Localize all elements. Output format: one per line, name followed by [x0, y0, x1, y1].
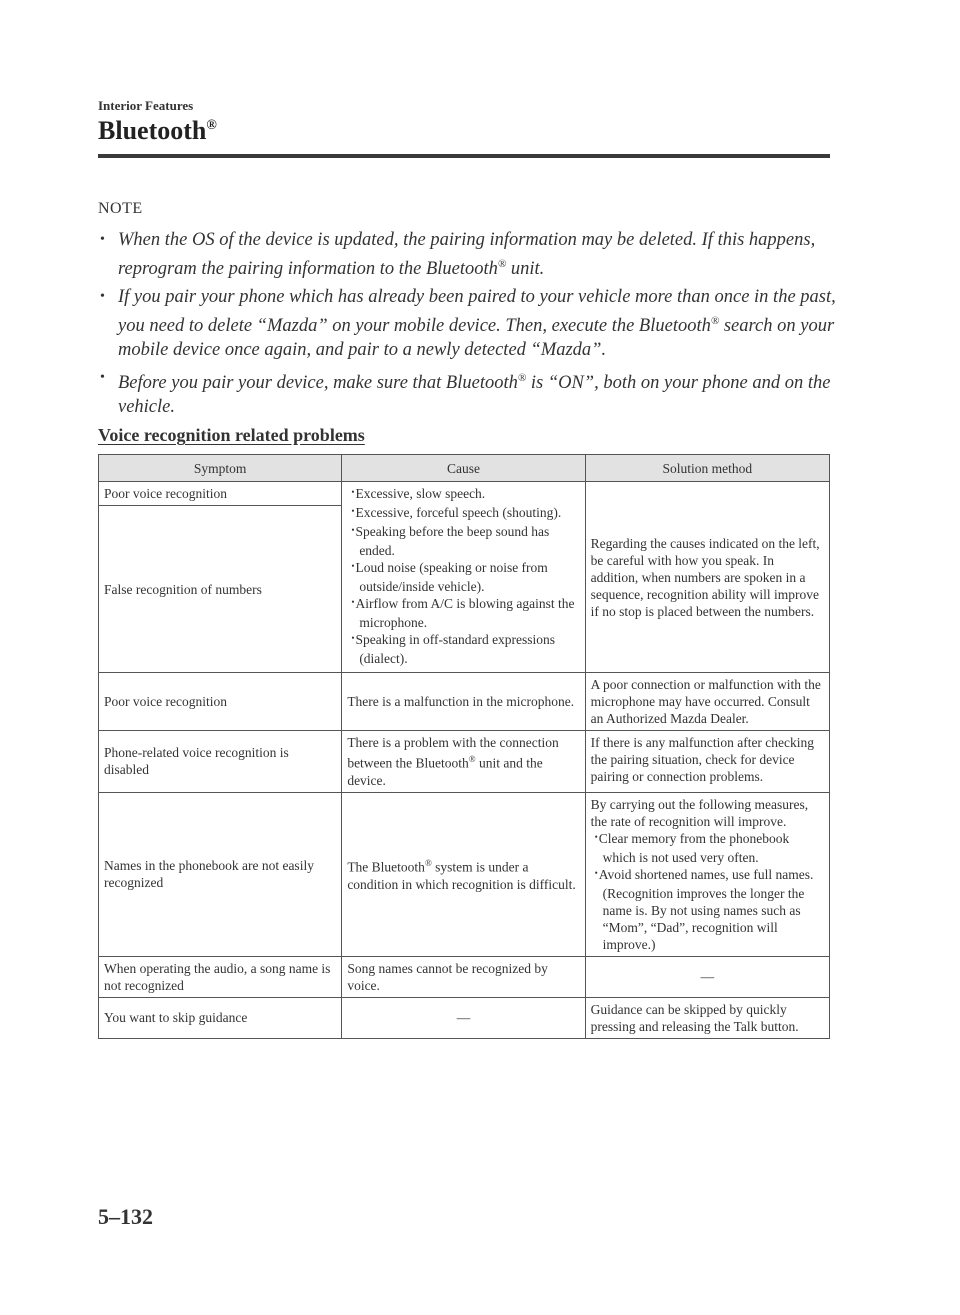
- list-item: •Speaking before the beep sound has ended.: [351, 524, 550, 558]
- list-item: •Clear memory from the phonebook which is not used very often.: [594, 830, 790, 865]
- bullet-icon: •: [351, 633, 355, 643]
- column-header-cause: Cause: [342, 455, 585, 482]
- bullet-icon: •: [594, 867, 598, 878]
- solution-intro: By carrying out the following measures, the rate of recognition will improve.: [590, 796, 809, 829]
- bullet-icon: •: [351, 561, 355, 571]
- note-item: • If you pair your phone which has already been paired to your vehicle more than once in the past, you need to delete “Mazda” on your mobile device. Then, execute the Bluetooth® search on your mobile device once again, and pair to a newly detected “Mazda”.: [100, 287, 836, 361]
- table-row: [99, 673, 830, 731]
- cause-cell: Song names cannot be recognized by voice.: [342, 956, 585, 997]
- table-row: [99, 956, 830, 997]
- symptom-cell: False recognition of numbers: [99, 506, 342, 673]
- symptom-cell: Poor voice recognition: [99, 673, 342, 731]
- table-header-row: [99, 455, 830, 482]
- list-item: •Speaking in off-standard expressions (dialect).: [351, 632, 556, 666]
- cause-cell: The Bluetooth® system is under a condition in which recognition is difficult.: [342, 792, 585, 956]
- bullet-icon: •: [351, 597, 355, 607]
- column-header-symptom: Symptom: [99, 455, 342, 482]
- column-header-solution: Solution method: [585, 455, 829, 482]
- solution-cell: —: [585, 956, 829, 997]
- cause-cell: There is a malfunction in the microphone.: [342, 673, 585, 731]
- table-row: [99, 997, 830, 1038]
- symptom-cell: You want to skip guidance: [99, 997, 342, 1038]
- symptom-cell: Names in the phonebook are not easily recognized: [99, 792, 342, 956]
- page-number: 5–132: [98, 1204, 153, 1229]
- cause-cell: There is a problem with the connection between the Bluetooth® unit and the device.: [342, 731, 585, 793]
- note-heading: NOTE: [98, 200, 143, 217]
- note-item: • When the OS of the device is updated, the pairing information may be deleted. If this happens, reprogram the pairing information to the Bluetooth® unit.: [100, 230, 816, 280]
- list-item: •Airflow from A/C is blowing against the microphone.: [351, 596, 575, 630]
- solution-cell: A poor connection or malfunction with the microphone may have occurred. Consult an Authorized Mazda Dealer.: [585, 673, 829, 731]
- list-item: •Loud noise (speaking or noise from outside/inside vehicle).: [351, 560, 548, 594]
- header-rule: [98, 154, 830, 158]
- page-title: [98, 116, 830, 146]
- table-row: [99, 482, 830, 506]
- bullet-icon: •: [351, 525, 355, 535]
- note-list: [98, 228, 838, 419]
- table-row: [99, 792, 830, 956]
- bullet-icon: •: [351, 487, 355, 497]
- symptom-cell: Poor voice recognition: [99, 482, 342, 506]
- troubleshooting-table: [98, 454, 830, 1039]
- cause-cell: [342, 482, 585, 673]
- note-item: • Before you pair your device, make sure that Bluetooth® is “ON”, both on your phone and on the vehicle.: [98, 366, 838, 419]
- section-label: Interior Features: [98, 98, 194, 113]
- table-row: [99, 731, 830, 793]
- solution-cell: Regarding the causes indicated on the left, be careful with how you speak. In addition, when numbers are spoken in a sequence, recognition ability will improve if no stop is placed between the numbers.: [585, 482, 829, 673]
- table-heading: Voice recognition related problems: [98, 425, 365, 445]
- list-item: •Avoid shortened names, use full names. (Recognition improves the longer the name is. By not using names such as “Mom”, “Dad”, recognition will improve.): [594, 866, 814, 952]
- solution-cell: [585, 792, 829, 956]
- symptom-cell: Phone-related voice recognition is disabled: [99, 731, 342, 793]
- page-title-text: Bluetooth: [98, 116, 207, 145]
- bullet-icon: •: [100, 289, 105, 305]
- symptom-cell: When operating the audio, a song name is not recognized: [99, 956, 342, 997]
- cause-cell: —: [342, 997, 585, 1038]
- bullet-icon: •: [100, 232, 105, 247]
- bullet-icon: •: [100, 370, 105, 386]
- page-header: [98, 98, 830, 146]
- cause-list: [347, 485, 579, 667]
- solution-list: [591, 830, 824, 953]
- registered-mark: ®: [206, 118, 217, 133]
- bullet-icon: •: [594, 831, 598, 842]
- list-item: •Excessive, forceful speech (shouting).: [351, 505, 562, 520]
- solution-cell: Guidance can be skipped by quickly pressing and releasing the Talk button.: [585, 997, 829, 1038]
- list-item: •Excessive, slow speech.: [351, 486, 486, 501]
- solution-cell: If there is any malfunction after checking the pairing situation, check for device pairing or connection problems.: [585, 731, 829, 793]
- note-box: [98, 200, 838, 423]
- bullet-icon: •: [351, 506, 355, 516]
